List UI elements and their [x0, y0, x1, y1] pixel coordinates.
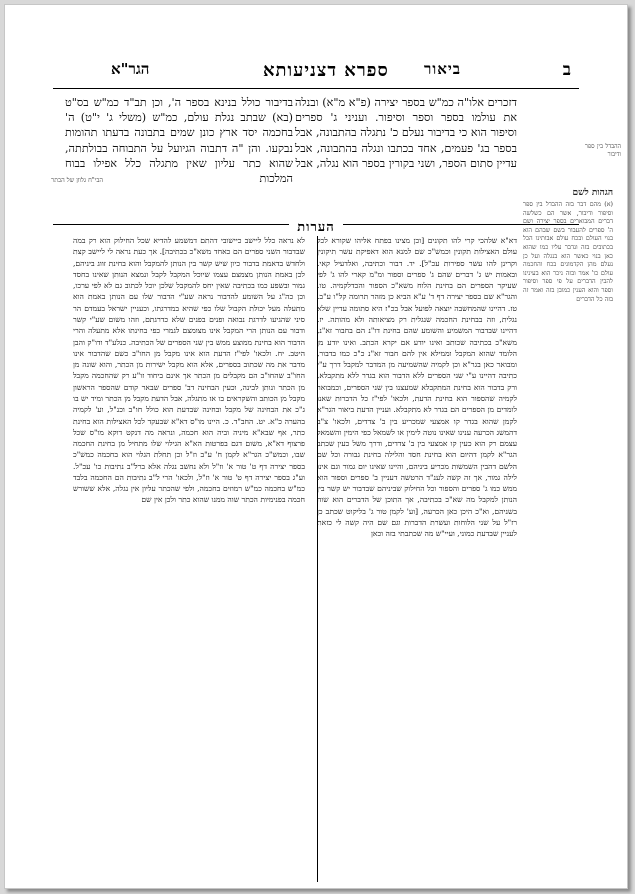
main-text-right-column: דזכרים אלו"ה כמ"ש בספר יצירה (פ"א מ"א) ובנלה את עולמו בספר וספר וסיפור. ועניני ג' ספרים וסיפור הוא כי בדיבור נעלם כ' נתגלה בהתבונה, אבל בספר בג' פעמים, אחד בכתבו ונגלה בהתבונה, אבל עדיין סתום הספר, ושני בקורין בספר הוא נגלה, אבל — [295, 96, 517, 170]
column-divider — [317, 236, 318, 882]
document-page — [4, 4, 628, 889]
page-letter: ב — [562, 60, 571, 80]
right-margin-reference: ההבדל בין ספר ודיבור — [585, 143, 621, 158]
main-text-left-column: בדיבור כולל בנינא בספר ה', וכן תב"ד כמ"ש בס"ט (בא) שבתב נגלת עולם, כמ"ש (משלי ג' י"ט) ה' בחכמה יסד ארץ כונן שמים בתבונה בדעתו תהומות נבקעו. והן "ה דתבוה הגיועל על התבוחה בבולתתה, שהוא כתר עליון שאין מתגלה כלל אפילו בבוח המלכות — [65, 96, 293, 186]
header-biur: ביאור — [424, 60, 461, 78]
notes-right-column: דא"א שלהכי קרי להו תקונים [וכן מצינו בפתח אליהו שקורא לכל עולם האצילות תקונין וכמש"כ שם למנא הוא דאפיקת עשר תיקונין וקרינן להו עשר ספירות עכ"ל]. יד. דבור וכתיבה, ואלדעיל קאי. ובאמות יש ג' דברים שהם ג' ספרים וספור ומ"מ קארי להו ג' לפי שעיקר הספרים הם בחינת הלוח משא"כ הספור והכדלקמיה. טו. והגר"א שם בספר יצירה דף ד' ע"א הביא כן מזהר תרומה קל"ו ע"ב. טז. דהיינו שהמחשבה יוצאה לפועל אבל בכ"ז היא סתומה עדיין שלא נגלית, וזה בבחינת החכמה שנגלית רק מציאותה ולא מהותה. יז. דהיינו שבדבור המשמיע והשומע שהם בחינת דו"נ הם בחבור זא"נ, משא"כ בכתיבה שכותב ואינו יודע אם יקרא הכתב. ואינו יודע מן הלומד שהוא המקבל וממילא אין להם חבור זא"נ כ"כ כמו בדבור, ומבואר כאן בגר"א וכן לקמיה שהשמיעה מן המדבר למקבל דרך ע"י כתיבה דהיינו ע"י שני הספרים ללא הדבור הוא בגדר ללא מתקבלא, ורק בדבור הוא בחינת המתקבלא שמעצנו בין שני הספרים, וכמבואר לקמיה שהספור הוא בחינת הדעת, ולכאו' לפי"ז כל הדברות שאנו לומדים מן הספרים הם בגדר לא מתקבלא. ועניין הדעת ביאור הגר"א לקמן שהוא בגדר קו אמצעי שמכריע בין ב' צדדים, ולכאו' צ"ב דהמשג הכרעה ענינו שאינו נוטה לימין או לשמאל כפי הימין והשמאל עצמם רק הוא כעין קו אמצעי בין ב' צדדים, ודרך משל כעין שכתב הגר"א לקמן דהיום הוא בחינת חסד והלילה בחינת גבורה וכל שם הלשם דהבין השמשות מכריע ביניהם, והיינו שאינו יום גמור וגם אינו לילה גמור, אך זה קשה לענ"ד הרטשה דעניין ב' ספרים וספור הוא ממש כמו ג' ספרים והספור וכל החילוק שביניהם שבדבור יש קשר בין הנותן למקבל מה שא"כ בכתיבה, אך התוכן של הדברים הוא שוה בשניהם, וא"כ היכן כאן הכרעה, [וע' לקמן טור ג' בליקוט שכתב כן רז"ל על שני הלוחות ועשרת הדברות וגם שם היה קשה לי כזאת לעניין שבדעת כמוני, ועיי"ש מה שכתבתי בזה וכאן — [317, 236, 517, 539]
side-notes-title: הגהות לשם — [572, 188, 613, 198]
book-title: ספרא דצניעותא — [263, 60, 389, 81]
header-author: הגר"א — [111, 60, 150, 78]
header-rule — [53, 88, 579, 89]
notes-left-column: לא נראה כלל ליישב כיישובי דהתם דמשמע להדיא שכל החילוק הוא רק במה שבדבור השני ספרים הם כאחד משא"כ בכתיבה]. אך כעת נראה לי ליישב קצת ולחדש בדאמת בדבור כיון שיש קשר בין הנותן להמקבל והוא בחינת זווג ביניהם, לכן באמת הנותן מצמצם עצמו שיוכל המקבל לקבל ונמצא הנותן שאינו בחסד גמור ובשפע כמו בכתיבה שאין יחס להמקבל שלכן יוכל לכתוב גם לא לפי ערכו, וכן כה"ג על השומע להדבור נראה שע"י הדבור שלו עם הנותן באמת הוא מתעלה מעל יכולת הקבול שלו כפי שהיא במדרגתו, וכעניין ישראל בעמדם הר סיני שהגיעו לדרגת נבואה ופנים בפנים שלא כדרגתם, וזהו משום שע"י קשר ודבור עם הנותן הרי המקבל אינו מצומצם לגמרי כפי בחינתו אלא מתעלה והרי הדבור הוא בחינת ממוצע ממש בין שני הספרים של הכתיבה. כנלע"ד ודו"ק והבן היטב. יח. ולכאו' לפי"ז הדעת הוא אינו מקבל מן החו"ב כשם שהדבור אינו מדבר את מה שכתוב בספרים, אלא הוא מקבל ישירות מן הכתר, והוא שונה מן החו"ב שהחו"ב הם מקבלים מן הכתר אך אינם ביחוד זו"ע רק שהחכמה מקבל מן הכתר ונותן לבינה, וכעין הבחינה דב' ספרים שבאר קודם שהספר הראשון מקבל מן הכותב והשקראים בו אז מתגלה, אבל הדעת מקבל מן הכתר ומיד יש בו ג"כ את הבחינה של מקבל ובחינה שבדעת הוא כולל חו"ב וכנ"ל, וע' לקמיה בהערה כ"א. יט. החב"ד. כ. היינו מו"ס דא"א שבעקד לכל האצילות הוא בחינת כתר, אף שבא"א מיניה וביה הוא חכמה, ונראה מה דנקט דוקא מו"ס שכל פרצוף דא"א, משום דגם בפרטות הא"א הגילוי שלו מתחיל מן בחינת החכמה שבו, וכמש"כ הגר"א לקמן ח' ע"ב וז"ל וכן תחלת הגלוי הוא בחכמה כמש"כ בספר יצירה דף ט' טור א' וז"ל ולא נחשב נגלה אלא ברל"ב נתיבות כו' עכ"ל. וע"ג בספר יצירה דף ט' טור א' וז"ל, ולכאו' הרי ל"ב נתיבות הם החכמה בלבד כמ"ש בחכמה כמ"ש רמוזים בחכמה, ולפי שהכתר עליון אין נגלה, אלא ששורש חכמה בפנימיות הכתר שוה ממנו שהוא כתר ולכן אין שם — [73, 236, 305, 505]
left-margin-reference: הבי"ח גלוון של הכתר — [51, 177, 103, 184]
side-notes-column: (א) מהם דבר בזה ההבדל בין ספר וסיפור ודיבור, אשר הם כשלשה דברים המבוארים בספר יצירה ושם ה' ספרים להעבור בשם שבהם הוא בנוי העולם ובכח עולם אבותינו הכל בכתובים בזה ונדבר עליו כמו שהוא כאן בנוי כאשר הוא בנגלה ועל כן נעלם מהן הקדמונים בכח והחכמה עולם כו' אמר ובזה ניכר הוא בעינינו להבין הדברים על פי ספר וסיפור וספר והוא הענין כמובן בזה ואמר זה בזה כל הדברים — [523, 201, 613, 303]
notes-section-heading: הערות — [53, 218, 579, 232]
